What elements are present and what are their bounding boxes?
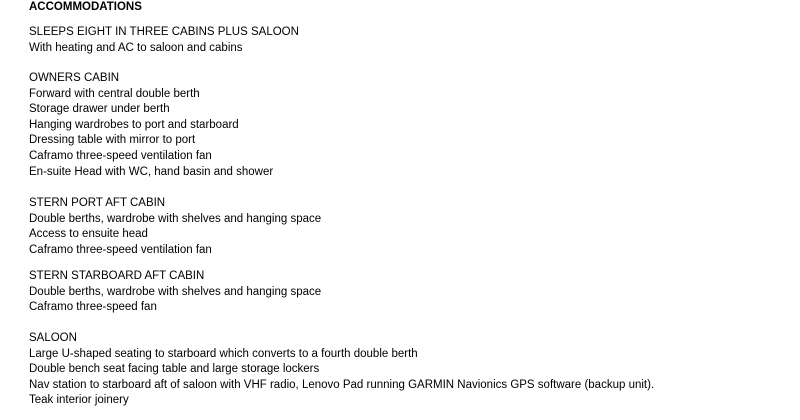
- section-line: Caframo three-speed fan: [29, 301, 157, 314]
- section-stern-starboard-aft-cabin: [29, 269, 321, 316]
- section-title: SALOON: [29, 332, 77, 344]
- section-stern-port-aft-cabin: [29, 196, 321, 258]
- section-line: En-suite Head with WC, hand basin and shower: [29, 165, 274, 178]
- section-line: Caframo three-speed ventilation fan: [29, 149, 212, 162]
- section-title: OWNERS CABIN: [29, 72, 120, 84]
- section-line: Access to ensuite head: [29, 228, 148, 241]
- section-line: Teak interior joinery: [29, 394, 129, 407]
- section-title: STERN PORT AFT CABIN: [29, 197, 166, 209]
- section-line: Dressing table with mirror to port: [29, 134, 196, 147]
- section-line: Double bench seat facing table and large storage lockers: [29, 363, 320, 376]
- section-title: STERN STARBOARD AFT CABIN: [29, 270, 205, 282]
- section-line: Storage drawer under berth: [29, 103, 170, 116]
- section-title: SLEEPS EIGHT IN THREE CABINS PLUS SALOON: [29, 26, 299, 38]
- section-line: Forward with central double berth: [29, 87, 200, 100]
- section-line: Nav station to starboard aft of saloon with VHF radio, Lenovo Pad running GARMIN Navionics GPS software (backup unit).: [29, 378, 655, 391]
- section-line: Double berths, wardrobe with shelves and hanging space: [29, 212, 322, 225]
- section-saloon: [29, 331, 654, 409]
- section-line: Hanging wardrobes to port and starboard: [29, 118, 239, 131]
- section-sleeps: [29, 25, 299, 56]
- page-heading: ACCOMMODATIONS: [29, 1, 142, 13]
- section-line: Caframo three-speed ventilation fan: [29, 243, 212, 256]
- section-line: Double berths, wardrobe with shelves and hanging space: [29, 285, 322, 298]
- section-line: Large U-shaped seating to starboard which converts to a fourth double berth: [29, 347, 418, 360]
- section-owners-cabin: [29, 71, 273, 180]
- section-line: With heating and AC to saloon and cabins: [29, 41, 243, 54]
